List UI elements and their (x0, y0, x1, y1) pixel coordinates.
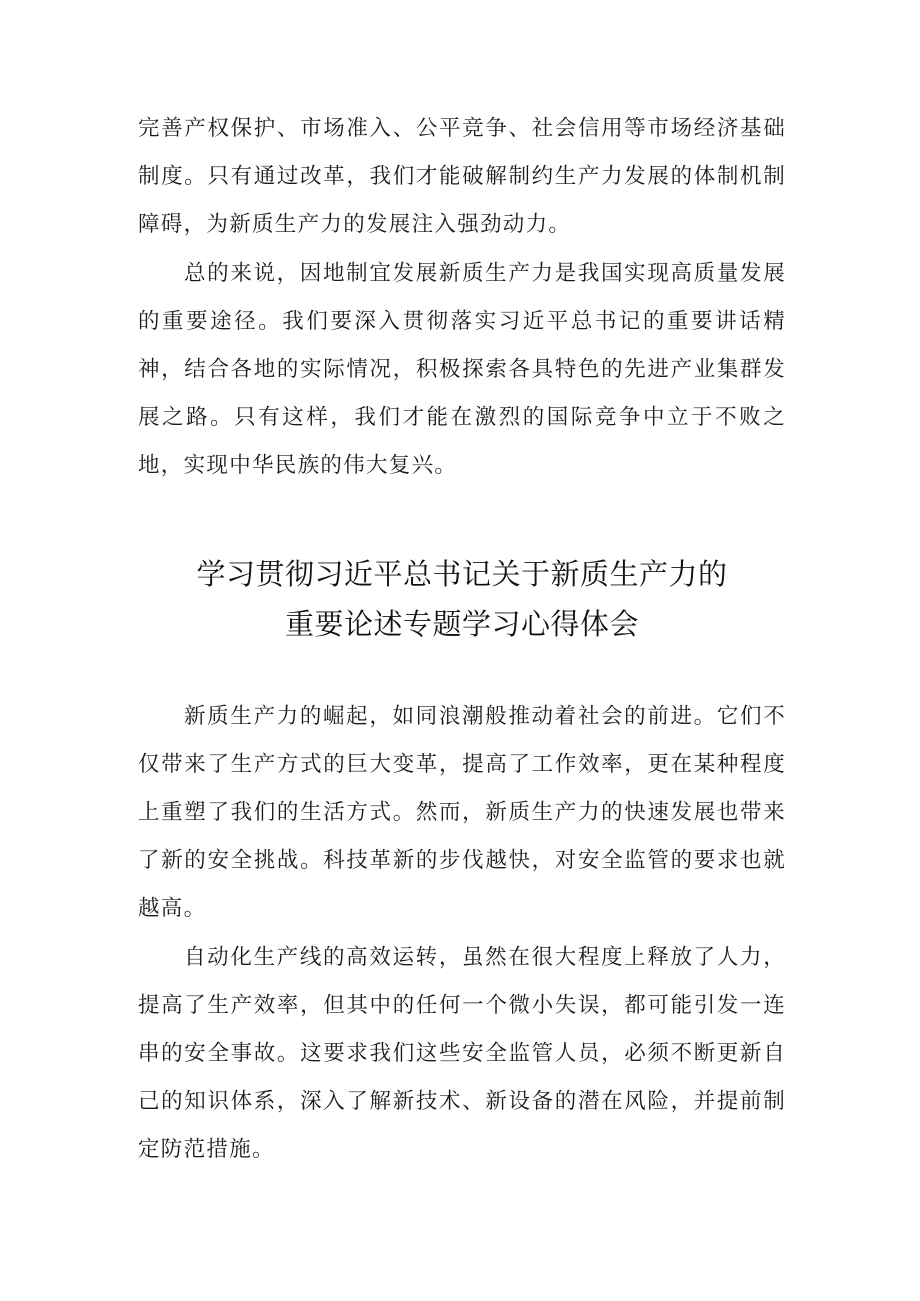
page-content (138, 105, 786, 1175)
article-paragraph-2: 自动化生产线的高效运转，虽然在很大程度上释放了人力，提高了生产效率，但其中的任何一个微小失误，都可能引发一连串的安全事故。这要求我们这些安全监管人员，必须不断更新自己的知识体系，深入了解新技术、新设备的潜在风险，并提前制定防范措施。 (138, 944, 786, 1163)
article-title-line-1: 学习贯彻习近平总书记关于新质生产力的 (196, 556, 728, 591)
paragraph-conclusion: 总的来说，因地制宜发展新质生产力是我国实现高质量发展的重要途径。我们要深入贯彻落实习近平总书记的重要讲话精神，结合各地的实际情况，积极探索各具特色的先进产业集群发展之路。只有这样，我们才能在激烈的国际竞争中立于不败之地，实现中华民族的伟大复兴。 (138, 260, 786, 479)
article-title-line-2: 重要论述专题学习心得体会 (284, 606, 639, 641)
article-paragraph-1: 新质生产力的崛起，如同浪潮般推动着社会的前进。它们不仅带来了生产方式的巨大变革，提高了工作效率，更在某种程度上重塑了我们的生活方式。然而，新质生产力的快速发展也带来了新的安全挑战。科技革新的步伐越快，对安全监管的要求也就越高。 (138, 703, 786, 922)
article-title (138, 549, 786, 649)
paragraph-continued: 完善产权保护、市场准入、公平竞争、社会信用等市场经济基础制度。只有通过改革，我们才能破解制约生产力发展的体制机制障碍，为新质生产力的发展注入强劲动力。 (138, 116, 786, 238)
